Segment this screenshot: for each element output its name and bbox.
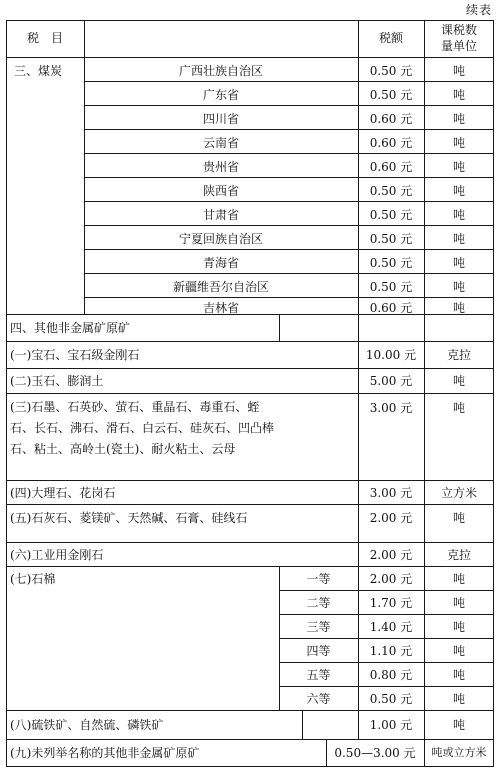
coal-region: 青海省 [202,256,239,270]
coal-amount: 0.50 元 [369,184,413,198]
coal-region: 广东省 [202,88,239,102]
coal-row-line [84,297,494,298]
asbestos-unit: 吨 [452,620,465,634]
nonmetal-unit: 克拉 [446,548,471,562]
divider-nonmetal-header [279,314,280,341]
nonmetal-unit: 吨 [452,374,465,388]
coal-amount: 0.50 元 [369,88,413,102]
nonmetal-amount: 3.00 元 [369,486,413,500]
asbestos-unit: 吨 [452,596,465,610]
row9-unit: 吨或立方米 [431,746,487,759]
coal-row-line [84,105,494,106]
nonmetal-name: (一)宝石、宝石级金刚石 [10,348,140,362]
coal-unit: 吨 [452,232,465,246]
coal-region: 贵州省 [202,160,239,174]
asbestos-grade: 二等 [306,596,331,610]
nonmetal-name: (五)石灰石、菱镁矿、天然碱、石膏、硅线石 [10,511,248,525]
asbestos-row-line [279,614,494,615]
coal-amount: 0.60 元 [369,301,413,315]
tax-table [6,20,494,767]
nonmetal-name: (二)玉石、膨润土 [10,374,104,388]
coal-region: 云南省 [202,136,239,150]
row9-amount: 0.50—3.00 元 [334,746,416,760]
asbestos-row-line [279,590,494,591]
nonmetal-name: (三)石墨、石英砂、萤石、重晶石、毒重石、蛭石、长石、沸石、滑石、白云石、硅灰石、凹凸棒石、粘土、高岭土(瓷土)、耐火粘土、云母 [10,400,275,456]
coal-row-line [84,225,494,226]
asbestos-unit: 吨 [452,692,465,706]
asbestos-grade: 三等 [306,620,331,634]
nonmetal-row-line [6,566,494,567]
coal-region: 新疆维吾尔自治区 [172,280,269,294]
coal-row-line [84,177,494,178]
coal-unit: 吨 [452,136,465,150]
nonmetal-header: 四、其他非金属矿原矿 [10,321,131,335]
nonmetal-unit: 吨 [452,511,465,525]
coal-row-line [84,273,494,274]
coal-amount: 0.50 元 [369,280,413,294]
nonmetal-row-line [6,341,494,342]
nonmetal-amount: 3.00 元 [369,401,413,415]
asbestos-row-line [279,686,494,687]
asbestos-amount: 0.80 元 [369,668,413,682]
coal-unit: 吨 [452,256,465,270]
coal-region: 宁夏回族自治区 [178,232,263,246]
asbestos-amount: 1.10 元 [369,644,413,658]
asbestos-grade: 六等 [306,692,331,706]
coal-row-line [84,129,494,130]
row8-unit: 吨 [452,718,465,732]
coal-row-line [84,201,494,202]
nonmetal-amount: 2.00 元 [369,511,413,525]
coal-amount: 0.50 元 [369,232,413,246]
table-border-top [6,20,494,21]
asbestos-grade: 四等 [306,644,331,658]
coal-unit: 吨 [452,280,465,294]
coal-amount: 0.50 元 [369,208,413,222]
nonmetal-unit: 克拉 [446,348,471,362]
coal-unit: 吨 [452,208,465,222]
coal-unit: 吨 [452,184,465,198]
nonmetal-row-line [6,542,494,543]
nonmetal-row-line [6,480,494,481]
coal-row-line [84,249,494,250]
nonmetal-row-line [6,504,494,505]
coal-region: 吉林省 [202,301,239,315]
row8-name: (八)硫铁矿、自然硫、磷铁矿 [10,718,164,732]
coal-region: 广西壮族自治区 [178,64,263,78]
coal-row-line [84,81,494,82]
asbestos-amount: 1.70 元 [369,596,413,610]
asbestos-grade: 五等 [306,668,331,682]
header-item: 税 目 [26,31,63,45]
asbestos-amount: 2.00 元 [369,572,413,586]
coal-amount: 0.60 元 [369,112,413,126]
coal-unit: 吨 [452,112,465,126]
nonmetal-unit: 吨 [452,401,465,415]
asbestos-unit: 吨 [452,644,465,658]
row9-name: (九)未列举名称的其他非金属矿原矿 [10,746,200,760]
header-amount: 税额 [378,31,403,45]
coal-region: 陕西省 [202,184,239,198]
asbestos-row-line [279,662,494,663]
row8-bottom-line [6,739,494,740]
coal-unit: 吨 [452,301,465,315]
nonmetal-row-line [6,393,494,394]
nonmetal-unit: 立方米 [440,486,477,500]
coal-region: 四川省 [202,112,239,126]
nonmetal-row-line [6,368,494,369]
continued-label: 续表 [465,3,492,17]
nonmetal-name: (六)工业用金刚石 [10,548,104,562]
asbestos-amount: 1.40 元 [369,620,413,634]
asbestos-name: (七)石棉 [10,572,56,586]
header-bottom-line [6,57,494,58]
asbestos-row-line [279,638,494,639]
coal-unit: 吨 [452,160,465,174]
row8-amount: 1.00 元 [369,718,413,732]
header-unit-line2: 量单位 [440,39,477,53]
nonmetal-amount: 2.00 元 [369,548,413,562]
coal-row-line [84,153,494,154]
coal-unit: 吨 [452,64,465,78]
nonmetal-amount: 5.00 元 [369,374,413,388]
header-unit-line1: 课税数 [440,23,477,37]
asbestos-unit: 吨 [452,572,465,586]
coal-unit: 吨 [452,88,465,102]
nonmetal-amount: 10.00 元 [365,348,417,362]
nonmetal-name: (四)大理石、花岗石 [10,486,116,500]
coal-amount: 0.50 元 [369,256,413,270]
asbestos-unit: 吨 [452,668,465,682]
coal-label: 三、煤炭 [14,64,63,78]
coal-region: 甘肃省 [202,208,239,222]
coal-amount: 0.50 元 [369,64,413,78]
coal-amount: 0.60 元 [369,136,413,150]
coal-amount: 0.60 元 [369,160,413,174]
asbestos-grade: 一等 [306,572,331,586]
asbestos-amount: 0.50 元 [369,692,413,706]
asbestos-bottom-line [6,710,494,711]
divider-row8 [302,710,303,739]
table-border-bottom [6,766,494,767]
